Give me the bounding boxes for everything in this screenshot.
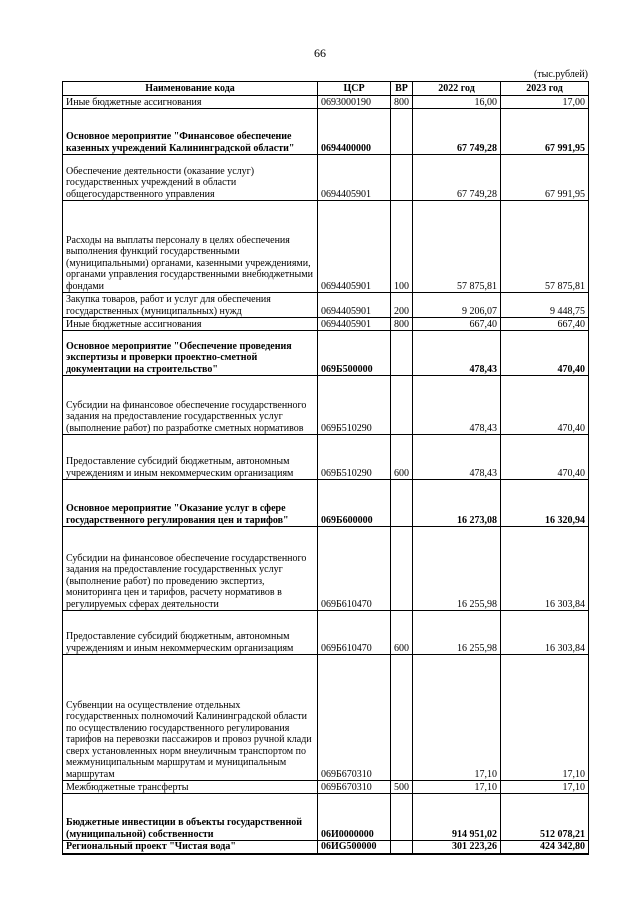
cell-2023: 470,40 — [501, 435, 589, 480]
cell-2022: 478,43 — [413, 331, 501, 376]
table-row — [63, 480, 589, 527]
cell-2023: 57 875,81 — [501, 201, 589, 293]
cell-2022: 16 273,08 — [413, 480, 501, 527]
table-body — [63, 96, 589, 854]
cell-csr: 069Б510290 — [318, 376, 391, 435]
cell-2022: 914 951,02 — [413, 794, 501, 841]
cell-name: Субсидии на финансовое обеспечение государственного задания на предоставление государственных услуг (выполнение работ) по разработке сметных нормативов — [63, 376, 318, 435]
cell-name: Субвенции на осуществление отдельных государственных полномочий Калининградской области по осуществлению государственного регулирования тарифов на перевозки пассажиров и провоз ручной клади сверх установленных норм внеуличным транспортом по межмуниципальным маршрутам и муниципальным маршрутам — [63, 655, 318, 781]
cell-2022: 67 749,28 — [413, 109, 501, 155]
cell-name: Иные бюджетные ассигнования — [63, 96, 318, 109]
table-row — [63, 611, 589, 655]
cell-vr — [391, 841, 413, 854]
table-row — [63, 96, 589, 109]
cell-name: Иные бюджетные ассигнования — [63, 318, 318, 331]
cell-name: Предоставление субсидий бюджетным, автономным учреждениям и иным некоммерческим организациям — [63, 611, 318, 655]
unit-note: (тыс.рублей) — [533, 69, 588, 80]
table-row — [63, 841, 589, 854]
cell-csr: 06ИG500000 — [318, 841, 391, 854]
cell-2023: 470,40 — [501, 376, 589, 435]
cell-2022: 67 749,28 — [413, 155, 501, 201]
cell-csr: 0694405901 — [318, 155, 391, 201]
cell-2022: 478,43 — [413, 376, 501, 435]
cell-name: Основное мероприятие "Финансовое обеспечение казенных учреждений Калининградской области" — [63, 109, 318, 155]
cell-vr — [391, 376, 413, 435]
cell-2023: 17,10 — [501, 655, 589, 781]
cell-csr: 069Б510290 — [318, 435, 391, 480]
cell-csr: 0693000190 — [318, 96, 391, 109]
table-row — [63, 794, 589, 841]
cell-2022: 16 255,98 — [413, 611, 501, 655]
cell-name: Закупка товаров, работ и услуг для обеспечения государственных (муниципальных) нужд — [63, 293, 318, 318]
cell-2023: 16 303,84 — [501, 527, 589, 611]
cell-csr: 069Б500000 — [318, 331, 391, 376]
cell-name: Расходы на выплаты персоналу в целях обеспечения выполнения функций государственными (муниципальными) органами, казенными учреждениями, органами управления государственными внебюджетными фондами — [63, 201, 318, 293]
cell-name: Основное мероприятие "Обеспечение проведения экспертизы и проверки проектно-сметной документации на строительство" — [63, 331, 318, 376]
cell-2023: 16 303,84 — [501, 611, 589, 655]
cell-csr: 069Б610470 — [318, 527, 391, 611]
cell-name: Бюджетные инвестиции в объекты государственной (муниципальной) собственности — [63, 794, 318, 841]
cell-name: Основное мероприятие "Оказание услуг в сфере государственного регулирования цен и тарифов" — [63, 480, 318, 527]
cell-vr — [391, 480, 413, 527]
header-2022: 2022 год — [413, 82, 501, 96]
cell-csr: 069Б610470 — [318, 611, 391, 655]
cell-csr: 069Б670310 — [318, 781, 391, 794]
cell-vr: 800 — [391, 318, 413, 331]
header-csr: ЦСР — [318, 82, 391, 96]
cell-2022: 478,43 — [413, 435, 501, 480]
table-row — [63, 109, 589, 155]
cell-2023: 424 342,80 — [501, 841, 589, 854]
cell-vr: 500 — [391, 781, 413, 794]
table-row — [63, 318, 589, 331]
cell-vr: 600 — [391, 611, 413, 655]
cell-2022: 16 255,98 — [413, 527, 501, 611]
cell-2022: 301 223,26 — [413, 841, 501, 854]
cell-2022: 9 206,07 — [413, 293, 501, 318]
cell-vr — [391, 655, 413, 781]
cell-csr: 0694405901 — [318, 201, 391, 293]
cell-name: Межбюджетные трансферты — [63, 781, 318, 794]
table-row — [63, 527, 589, 611]
cell-vr: 800 — [391, 96, 413, 109]
cell-2023: 67 991,95 — [501, 109, 589, 155]
cell-vr — [391, 155, 413, 201]
cell-2023: 17,10 — [501, 781, 589, 794]
table-header-row — [63, 82, 589, 96]
cell-vr: 200 — [391, 293, 413, 318]
table-row — [63, 781, 589, 794]
cell-2023: 67 991,95 — [501, 155, 589, 201]
cell-2023: 667,40 — [501, 318, 589, 331]
cell-2023: 17,00 — [501, 96, 589, 109]
cell-2023: 16 320,94 — [501, 480, 589, 527]
cell-csr: 069Б670310 — [318, 655, 391, 781]
table-row — [63, 201, 589, 293]
cell-2022: 57 875,81 — [413, 201, 501, 293]
header-vr: ВР — [391, 82, 413, 96]
cell-2023: 9 448,75 — [501, 293, 589, 318]
cell-csr: 0694405901 — [318, 293, 391, 318]
cell-name: Обеспечение деятельности (оказание услуг) государственных учреждений в области общегосударственного управления — [63, 155, 318, 201]
cell-vr — [391, 527, 413, 611]
cell-vr: 100 — [391, 201, 413, 293]
cell-csr: 069Б600000 — [318, 480, 391, 527]
cell-csr: 06И0000000 — [318, 794, 391, 841]
cell-csr: 0694400000 — [318, 109, 391, 155]
cell-vr — [391, 331, 413, 376]
table-row — [63, 155, 589, 201]
cell-csr: 0694405901 — [318, 318, 391, 331]
table-row — [63, 435, 589, 480]
budget-table — [62, 81, 589, 855]
table-row — [63, 655, 589, 781]
cell-vr — [391, 794, 413, 841]
cell-name: Региональный проект "Чистая вода" — [63, 841, 318, 854]
cell-name: Субсидии на финансовое обеспечение государственного задания на предоставление государственных услуг (выполнение работ) по проведению экспертиз, мониторинга цен и тарифов, расчету нормативов в регулируемых сферах деятельности — [63, 527, 318, 611]
page-number: 66 — [314, 46, 326, 60]
cell-name: Предоставление субсидий бюджетным, автономным учреждениям и иным некоммерческим организациям — [63, 435, 318, 480]
cell-2022: 17,10 — [413, 781, 501, 794]
cell-vr — [391, 109, 413, 155]
table-row — [63, 376, 589, 435]
cell-vr: 600 — [391, 435, 413, 480]
header-2023: 2023 год — [501, 82, 589, 96]
header-name: Наименование кода — [63, 82, 318, 96]
table-row — [63, 331, 589, 376]
table-row — [63, 293, 589, 318]
cell-2023: 512 078,21 — [501, 794, 589, 841]
cell-2022: 16,00 — [413, 96, 501, 109]
cell-2023: 470,40 — [501, 331, 589, 376]
cell-2022: 667,40 — [413, 318, 501, 331]
cell-2022: 17,10 — [413, 655, 501, 781]
